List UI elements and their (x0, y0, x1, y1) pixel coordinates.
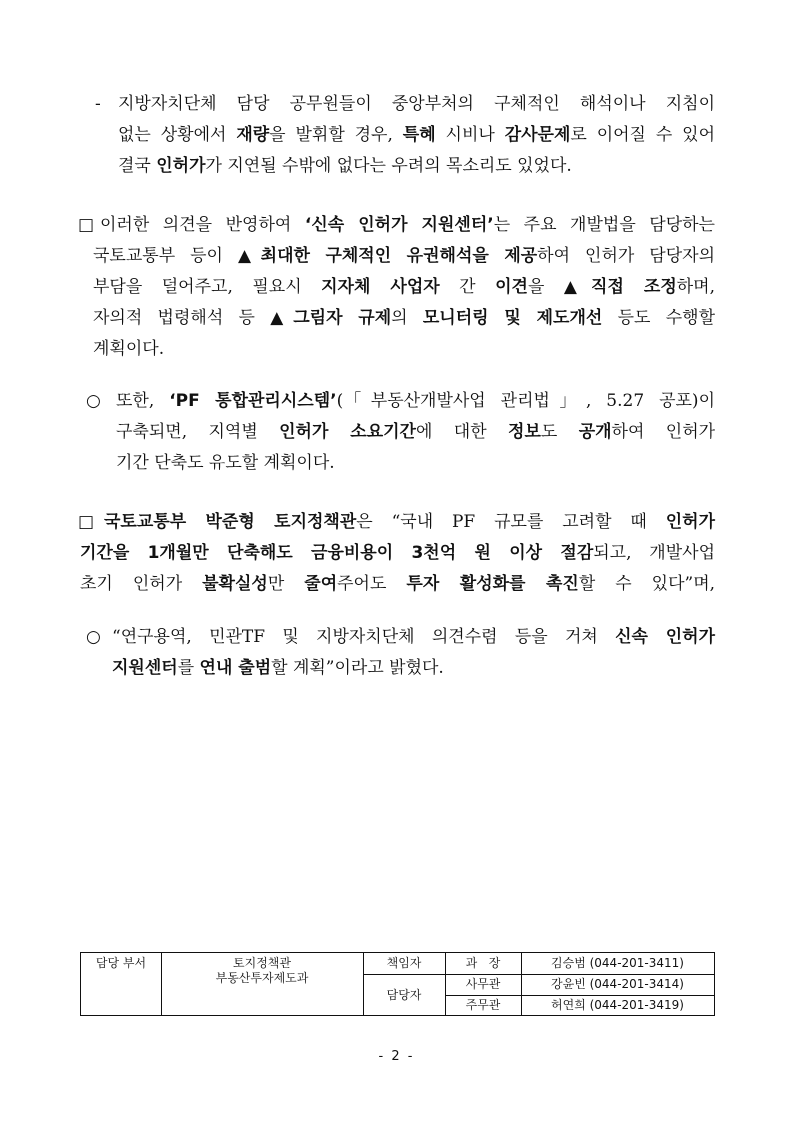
contact-title: 과 장 (465, 956, 501, 970)
dash-marker: - (95, 94, 101, 114)
circle-marker: ○ (86, 391, 101, 411)
text-line: 구축되면, 지역별 인허가 소요기간에 대한 정보도 공개하여 인허가 (116, 422, 716, 442)
text-line: 기간 단축도 유도할 계획이다. (116, 453, 335, 473)
responsible-label: 책임자 (386, 956, 422, 970)
staff-label: 담당자 (386, 987, 422, 1002)
text-line: 자의적 법령해석 등 ▲그림자 규제의 모니터링 및 제도개선 등도 수행할 (93, 308, 715, 328)
text-line: 지원센터를 연내 출범할 계획”이라고 밝혔다. (112, 658, 444, 678)
text-line: 부담을 덜어주고, 필요시 지자체 사업자 간 이견을 ▲직접 조정하며, (93, 277, 715, 297)
text-line: 기간을 1개월만 단축해도 금융비용이 3천억 원 이상 절감되고, 개발사업 (80, 543, 715, 563)
contact-title: 사무관 (465, 977, 501, 991)
square-marker: □ (78, 215, 95, 235)
text-line: 지방자치단체 담당 공무원들이 중앙부처의 구체적인 해석이나 지침이 (118, 94, 715, 114)
dept-name (161, 953, 363, 989)
text-line: 또한, ‘PF 통합관리시스템’(「부동산개발사업 관리법」, 5.27 공포)이 (116, 391, 715, 411)
text-line: “연구용역, 민관TF 및 지방자치단체 의견수렴 등을 거쳐 신속 인허가 (112, 627, 716, 647)
text-line: 초기 인허가 불확실성만 줄여주어도 투자 활성화를 촉진할 수 있다”며, (80, 574, 716, 594)
dept-line-1: 토지정책관 (233, 956, 291, 970)
contact-title: 주무관 (465, 998, 501, 1012)
page-number: - 2 - (378, 1049, 415, 1064)
text-line: 없는 상황에서 재량을 발휘할 경우, 특혜 시비나 감사문제로 이어질 수 있어 (118, 125, 716, 145)
text-line: 계획이다. (93, 339, 165, 359)
contact-person: 김승범 (044-201-3411) (551, 956, 684, 970)
circle-marker: ○ (86, 627, 101, 647)
text-line: 국토교통부 박준형 토지정책관은 “국내 PF 규모를 고려할 때 인허가 (104, 512, 715, 532)
contact-person: 허연희 (044-201-3419) (551, 998, 684, 1012)
square-marker: □ (78, 512, 95, 532)
text-line: 결국 인허가가 지연될 수밖에 없다는 우려의 목소리도 있었다. (118, 156, 572, 176)
text-line: 국토교통부 등이 ▲최대한 구체적인 유권해석을 제공하여 인허가 담당자의 (93, 246, 715, 266)
dept-line-2: 부동산투자제도과 (215, 971, 309, 985)
text-line: 이러한 의견을 반영하여 ‘신속 인허가 지원센터’는 주요 개발법을 담당하는 (100, 215, 715, 235)
dept-label: 담당 부서 (95, 956, 147, 970)
contact-person: 강윤빈 (044-201-3414) (551, 977, 684, 991)
contact-table (80, 952, 715, 1016)
